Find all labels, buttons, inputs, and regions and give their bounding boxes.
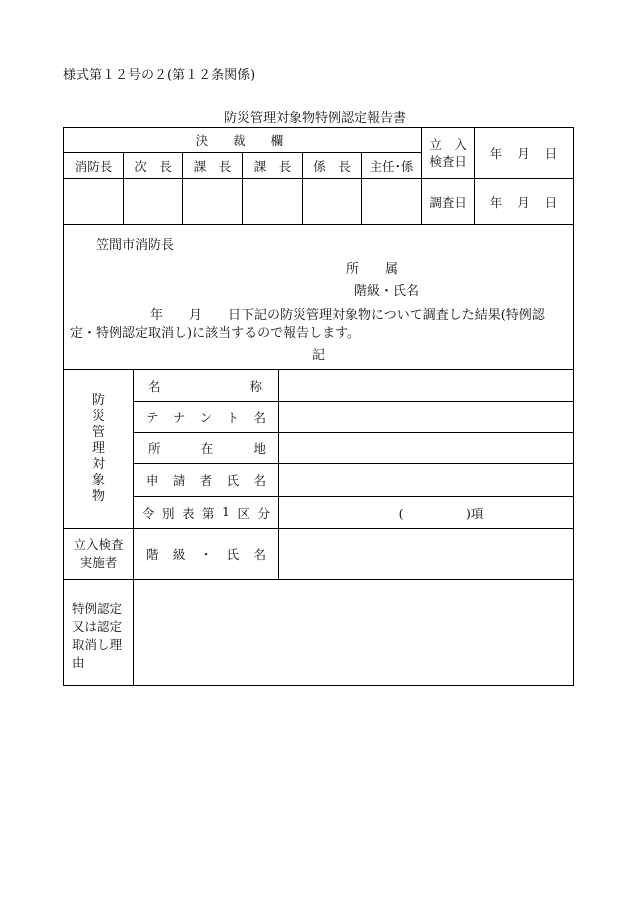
category-label: 令 別 表 第 1 区 分 — [134, 497, 279, 529]
name-label: 名 称 — [134, 370, 279, 402]
property-table — [63, 369, 574, 686]
inspector-rank-name-label: 階 級 ・ 氏 名 — [134, 529, 279, 580]
report-body — [63, 224, 574, 370]
category-value[interactable]: ( )項 — [279, 497, 574, 529]
report-body-line2: 定・特例認定取消し)に該当するので報告します。 — [70, 326, 361, 341]
stamp-cell[interactable] — [243, 179, 303, 225]
investigation-date-label: 調査日 — [422, 179, 475, 225]
approval-header: 決 裁 欄 — [64, 128, 422, 153]
role-staff: 主任･係 — [362, 153, 422, 179]
document-title: 防災管理対象物特例認定報告書 — [223, 111, 406, 126]
location-value[interactable] — [279, 433, 574, 464]
form-number: 様式第１２号の２(第１２条関係) — [63, 68, 256, 83]
tenant-name-value[interactable] — [279, 402, 574, 433]
name-value[interactable] — [279, 370, 574, 402]
location-label: 所 在 地 — [134, 433, 279, 464]
approval-stamps-row — [64, 179, 574, 225]
affiliation-label: 所 属 — [346, 262, 399, 277]
inspection-date-value[interactable]: 年 月 日 — [475, 128, 574, 179]
property-section-label: 防災管理対象物 — [64, 370, 134, 529]
stamp-cell[interactable] — [362, 179, 422, 225]
stamp-cell[interactable] — [64, 179, 124, 225]
inspection-date-label: 立 入 検査日 — [422, 128, 475, 179]
role-section-chief-1: 課 長 — [183, 153, 243, 179]
tenant-name-label: テ ナ ン ト 名 — [134, 402, 279, 433]
rank-name-label: 階級・氏名 — [354, 284, 420, 299]
ki-mark: 記 — [312, 348, 326, 363]
addressee: 笠間市消防長 — [96, 238, 175, 253]
stamp-cell[interactable] — [303, 179, 362, 225]
investigation-date-value[interactable]: 年 月 日 — [475, 179, 574, 225]
report-body-line1: 年 月 日下記の防災管理対象物について調査した結果(特例認 — [150, 308, 545, 323]
applicant-name-label: 申 請 者 氏 名 — [134, 464, 279, 497]
inspector-rank-name-value[interactable] — [279, 529, 574, 580]
reason-section-label: 特例認定又は認定取消し理由 — [64, 580, 134, 686]
role-section-chief-2: 課 長 — [243, 153, 303, 179]
role-deputy-chief: 次 長 — [124, 153, 183, 179]
stamp-cell[interactable] — [183, 179, 243, 225]
role-fire-chief: 消防長 — [64, 153, 124, 179]
approval-table — [63, 127, 574, 225]
applicant-name-value[interactable] — [279, 464, 574, 497]
inspector-section-label: 立入検査実施者 — [64, 529, 134, 580]
stamp-cell[interactable] — [124, 179, 183, 225]
role-subsection-chief: 係 長 — [303, 153, 362, 179]
reason-value[interactable] — [134, 580, 574, 686]
